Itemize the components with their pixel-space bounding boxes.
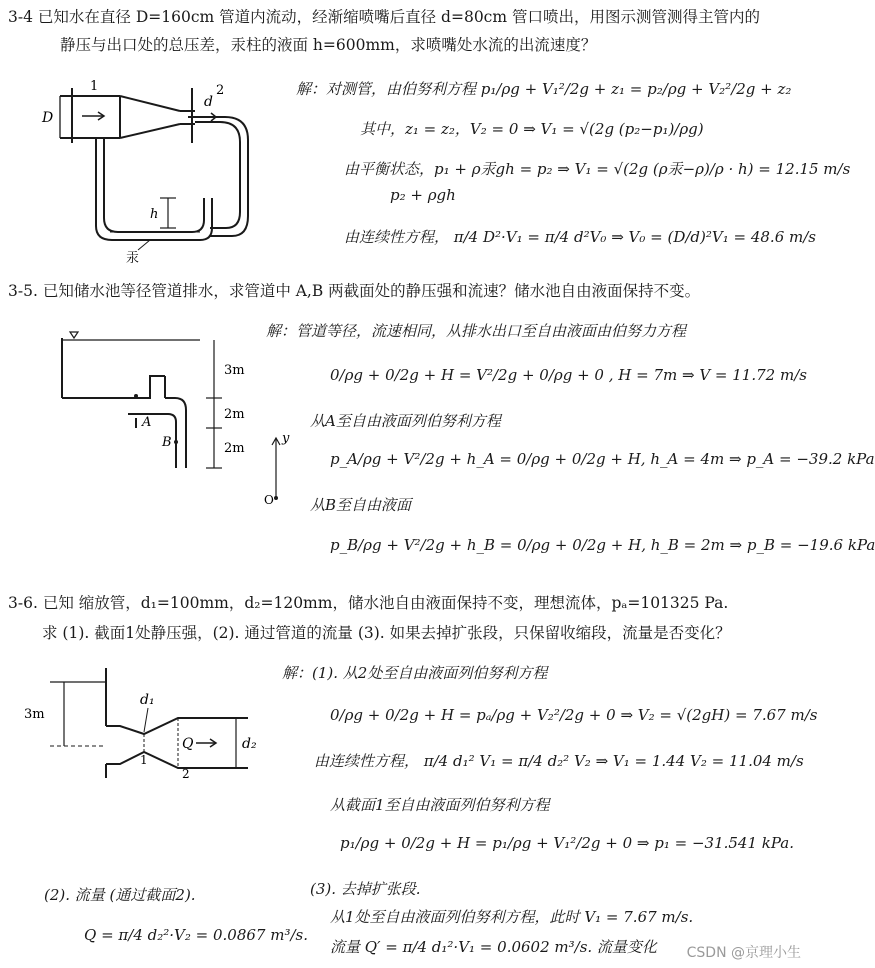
problem-3-6-part2-heading: (2). 流量 (通过截面2). bbox=[44, 886, 196, 904]
figure-3-4-nozzle-manometer bbox=[20, 78, 300, 268]
figure-3-5-reservoir-pipe bbox=[50, 318, 300, 508]
figure-3-5-label-y: y bbox=[282, 431, 290, 446]
figure-3-5-label-A: A bbox=[142, 415, 152, 430]
problem-3-5-statement: 3-5. 已知储水池等径管道排水，求管道中 A,B 两截面处的静压强和流速？储水池自由液面保持不变。 bbox=[8, 282, 701, 300]
problem-3-5-solution-velocity: 0/ρg + 0/2g + H = V²/2g + 0/ρg + 0 , H = 7m ⇒ V = 11.72 m/s bbox=[330, 366, 807, 384]
problem-3-4-solution-velocity-relation: 其中，z₁ = z₂，V₂ = 0 ⇒ V₁ = √(2g (p₂−p₁)/ρg) bbox=[360, 120, 704, 138]
problem-3-4-statement-line1: 3-4 已知水在直径 D=160cm 管道内流动，经渐缩喷嘴后直径 d=80cm 管口喷出，用图示测管测得主管内的 bbox=[8, 8, 760, 26]
problem-3-5-solution-A-pressure: p_A/ρg + V²/2g + h_A = 0/ρg + 0/2g + H, h_A = 4m ⇒ p_A = −39.2 kPa bbox=[330, 450, 875, 468]
problem-3-6-solution-part1-heading: 解：(1). 从2处至自由液面列伯努利方程 bbox=[282, 664, 548, 682]
figure-3-6-label-Q: Q bbox=[182, 736, 194, 752]
figure-3-5-label-2m-lower: 2m bbox=[224, 441, 245, 456]
problem-3-4-solution-equilibrium: 由平衡状态，p₁ + ρ汞gh = p₂ ⇒ V₁ = √(2g (ρ汞−ρ)/ρ · h) = 12.15 m/s bbox=[344, 160, 851, 178]
problem-3-6-statement-line1: 3-6. 已知 缩放管，d₁=100mm，d₂=120mm，储水池自由液面保持不变，理想流体，pₐ=101325 Pa. bbox=[8, 594, 729, 612]
figure-3-6-label-d1: d₁ bbox=[140, 692, 155, 708]
figure-3-4-label-mercury: 汞 bbox=[126, 251, 140, 266]
problem-3-6-part3-heading: (3). 去掉扩张段. bbox=[310, 880, 421, 898]
problem-3-6-solution-p1: p₁/ρg + 0/2g + H = p₁/ρg + V₁²/2g + 0 ⇒ p₁ = −31.541 kPa. bbox=[340, 834, 794, 852]
watermark: CSDN @京理小生 bbox=[686, 945, 801, 961]
problem-3-4-solution-equilibrium-rhs: p₂ + ρgh bbox=[390, 186, 456, 204]
problem-3-6-part3-bernoulli: 从1处至自由液面列伯努利方程，此时 V₁ = 7.67 m/s. bbox=[330, 908, 694, 926]
problem-3-5-solution-intro: 解：管道等径，流速相同，从排水出口至自由液面由伯努力方程 bbox=[266, 322, 687, 340]
figure-3-5-label-origin: O bbox=[264, 493, 274, 507]
problem-3-4-solution-continuity: 由连续性方程， π/4 D²·V₁ = π/4 d²V₀ ⇒ V₀ = (D/d)²V₁ = 48.6 m/s bbox=[344, 228, 816, 246]
figure-3-4-label-D: D bbox=[42, 110, 54, 126]
figure-3-4-label-h: h bbox=[150, 207, 159, 222]
figure-3-4-label-1: 1 bbox=[90, 79, 99, 94]
figure-3-5-label-3m: 3m bbox=[224, 363, 245, 378]
figure-3-6-label-3m: 3m bbox=[24, 707, 45, 722]
figure-3-5-label-2m-upper: 2m bbox=[224, 407, 245, 422]
figure-3-6-label-1: 1 bbox=[140, 753, 148, 767]
problem-3-6-part3-flow: 流量 Q′ = π/4 d₁²·V₁ = 0.0602 m³/s. 流量变化 bbox=[330, 938, 657, 956]
problem-3-4-statement-line2: 静压与出口处的总压差，汞柱的液面 h=600mm，求喷嘴处水流的出流速度？ bbox=[60, 36, 597, 54]
problem-3-6-part2-flow: Q = π/4 d₂²·V₂ = 0.0867 m³/s. bbox=[84, 926, 308, 944]
figure-3-6-label-2: 2 bbox=[182, 767, 190, 781]
figure-3-6-converging-diverging-pipe bbox=[20, 660, 280, 790]
problem-3-6-solution-section1-heading: 从截面1至自由液面列伯努利方程 bbox=[330, 796, 550, 814]
problem-3-6-solution-continuity: 由连续性方程， π/4 d₁² V₁ = π/4 d₂² V₂ ⇒ V₁ = 1.44 V₂ = 11.04 m/s bbox=[314, 752, 804, 770]
problem-3-5-solution-B-heading: 从B至自由液面 bbox=[310, 496, 412, 514]
problem-3-6-statement-line2: 求 (1). 截面1处静压强，(2). 通过管道的流量 (3). 如果去掉扩张段，只保留收缩段，流量是否变化？ bbox=[42, 624, 731, 642]
problem-3-5-solution-A-heading: 从A至自由液面列伯努利方程 bbox=[310, 412, 501, 430]
problem-3-6-solution-v2: 0/ρg + 0/2g + H = pₐ/ρg + V₂²/2g + 0 ⇒ V₂ = √(2gH) = 7.67 m/s bbox=[330, 706, 818, 724]
figure-3-6-label-d2: d₂ bbox=[242, 736, 257, 752]
problem-3-4-solution-bernoulli: 解：对测管，由伯努利方程 p₁/ρg + V₁²/2g + z₁ = p₂/ρg + V₂²/2g + z₂ bbox=[296, 80, 792, 98]
figure-3-4-label-2: 2 bbox=[216, 83, 225, 98]
problem-3-5-solution-B-pressure: p_B/ρg + V²/2g + h_B = 0/ρg + 0/2g + H, h_B = 2m ⇒ p_B = −19.6 kPa bbox=[330, 536, 875, 554]
figure-3-4-label-d: d bbox=[204, 94, 213, 110]
figure-3-5-label-B: B bbox=[162, 435, 172, 450]
